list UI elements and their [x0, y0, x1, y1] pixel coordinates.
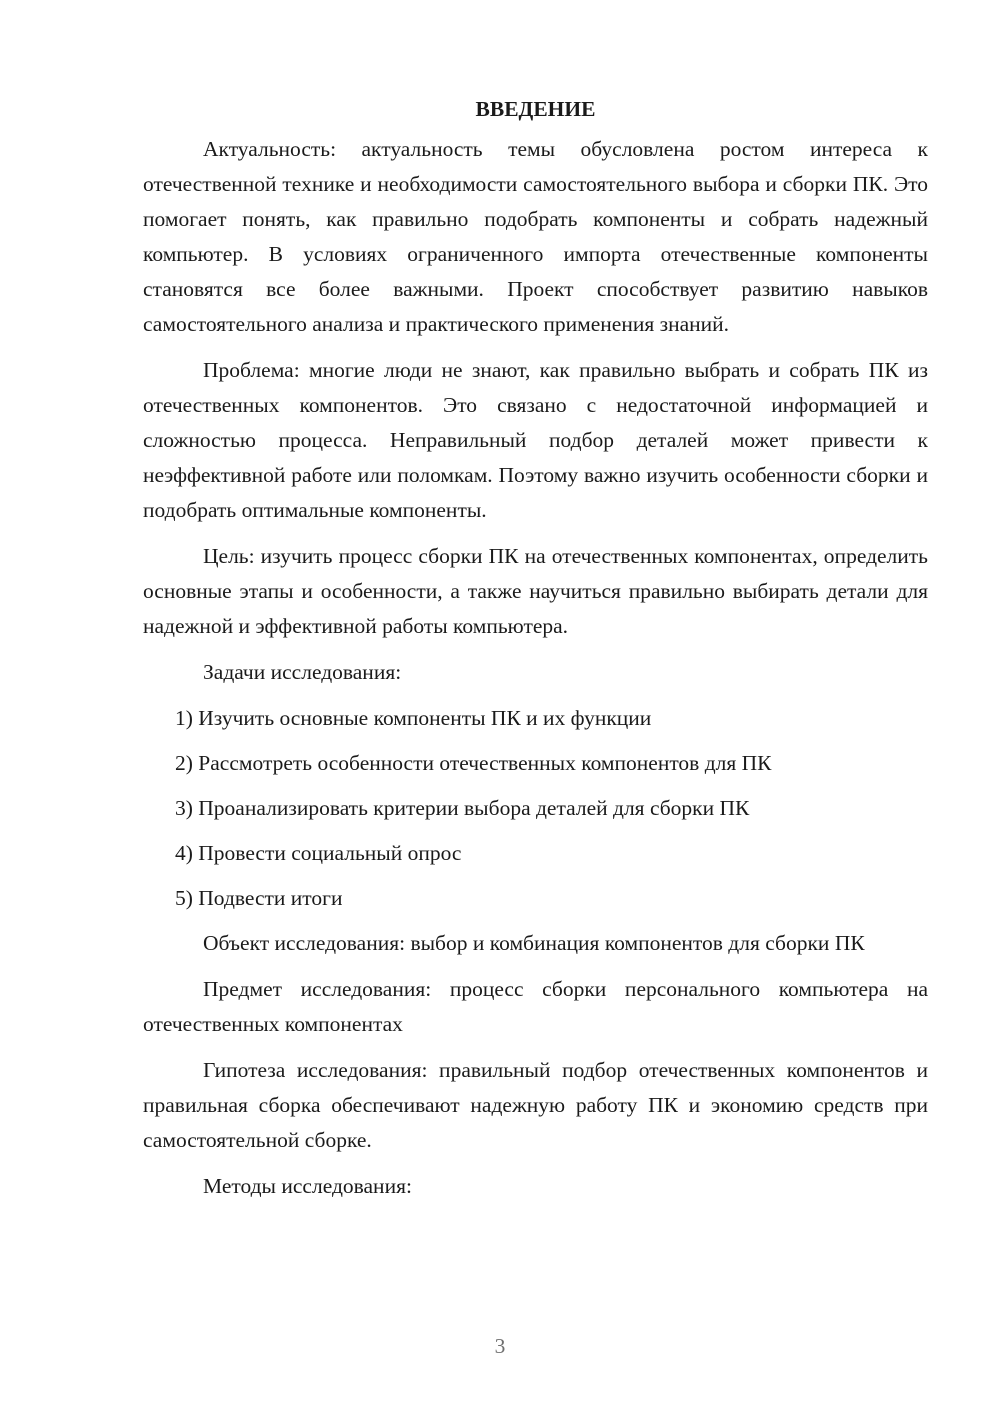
subject-paragraph: Предмет исследования: процесс сборки персонального компьютера на отечественных компонентах	[143, 977, 928, 1036]
problem-paragraph: Проблема: многие люди не знают, как правильно выбрать и собрать ПК из отечественных компонентов. Это связано с недостаточной информацией и сложностью процесса. Неправильный подбор деталей может привести к неэффективной работе или поломкам. Поэтому важно изучить особенности сборки и подобрать оптимальные компоненты.	[143, 358, 928, 522]
document-page	[143, 92, 928, 1215]
task-item: 2) Рассмотреть особенности отечественных компонентов для ПК	[175, 751, 772, 775]
tasks-heading: Задачи исследования:	[203, 660, 402, 684]
task-item: 3) Проанализировать критерии выбора деталей для сборки ПК	[175, 796, 750, 820]
hypothesis-paragraph: Гипотеза исследования: правильный подбор отечественных компонентов и правильная сборка обеспечивают надежную работу ПК и экономию средств при самостоятельной сборке.	[143, 1058, 928, 1152]
task-item: 5) Подвести итоги	[175, 886, 343, 910]
tasks-list	[143, 701, 928, 916]
methods-heading: Методы исследования:	[203, 1174, 412, 1198]
task-item: 4) Провести социальный опрос	[175, 841, 462, 865]
relevance-paragraph: Актуальность: актуальность темы обусловлена ростом интереса к отечественной технике и необходимости самостоятельного выбора и сборки ПК. Это помогает понять, как правильно подобрать компоненты и собрать надежный компьютер. В условиях ограниченного импорта отечественные компоненты становятся все более важными. Проект способствует развитию навыков самостоятельного анализа и практического применения знаний.	[143, 137, 928, 336]
task-item: 1) Изучить основные компоненты ПК и их функции	[175, 706, 652, 730]
page-title: ВВЕДЕНИЕ	[475, 97, 596, 121]
goal-paragraph: Цель: изучить процесс сборки ПК на отечественных компонентах, определить основные этапы и особенности, а также научиться правильно выбирать детали для надежной и эффективной работы компьютера.	[143, 544, 928, 638]
page-number: 3	[494, 1334, 506, 1358]
object-paragraph: Объект исследования: выбор и комбинация компонентов для сборки ПК	[203, 931, 865, 955]
